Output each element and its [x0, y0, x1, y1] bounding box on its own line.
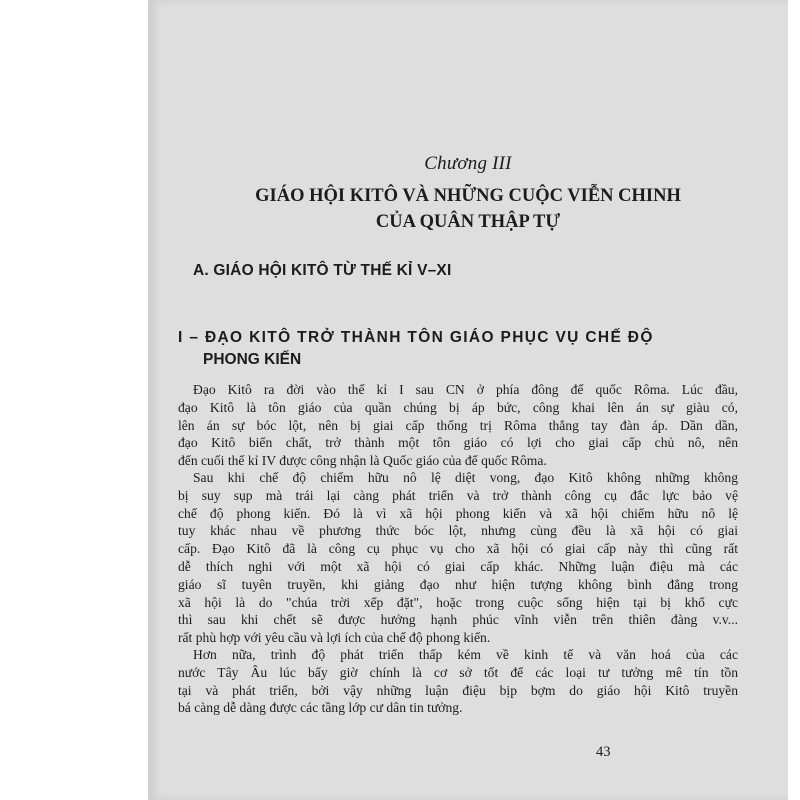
paragraph-line: thì sau khi chết sẽ được hưởng hạnh phúc vĩnh viễn trên thiên đàng v.v...: [178, 612, 738, 628]
paragraph-line: cấp. Đạo Kitô đã là công cụ phục vụ cho xã hội có giai cấp này thì cũng rất: [178, 541, 738, 557]
section-heading-a: A. GIÁO HỘI KITÔ TỪ THẾ KỈ V–XI: [193, 262, 452, 279]
paragraph-line: tuy khác nhau về phương thức bóc lột, nhưng cùng đều là xã hội có giai: [178, 523, 738, 539]
page-number: 43: [596, 744, 611, 760]
paragraph-line: bá càng dễ dàng được các tầng lớp cư dân tin tưởng.: [178, 700, 463, 716]
paragraph-line: lên án sự bóc lột, nên bị giai cấp thống trị Rôma thẳng tay đàn áp. Dần dần,: [178, 417, 738, 433]
paragraph-line: tại và phát triển, bởi vậy những luận điệu bịp bợm do giáo hội Kitô truyền: [178, 682, 738, 698]
section-heading-line: I – ĐẠO KITÔ TRỞ THÀNH TÔN GIÁO PHỤC VỤ CHẾ ĐỘ: [178, 329, 654, 346]
paragraph: [178, 469, 738, 647]
chapter-title-line: GIÁO HỘI KITÔ VÀ NHỮNG CUỘC VIỄN CHINH: [255, 186, 681, 206]
section-heading-i: [178, 327, 738, 371]
paragraph-line: Hơn nữa, trình độ phát triển thấp kém về kinh tế và văn hoá của các: [193, 647, 738, 662]
paragraph-line: giáo sĩ tuyên truyền, khi giảng đạo như hiện tượng không bình đẳng trong: [178, 576, 738, 592]
paragraph: [178, 381, 738, 470]
paragraph-line: Sau khi chế độ chiếm hữu nô lệ diệt vong, đạo Kitô không những không: [193, 470, 738, 485]
chapter-title-line: CỦA QUÂN THẬP TỰ: [375, 212, 561, 232]
paragraph-line: chế độ phong kiến. Đó là vì xã hội phong kiến và xã hội chiếm hữu nô lệ: [178, 505, 738, 521]
paragraph-line: nước Tây Âu lúc bấy giờ chính là cơ sở tốt để các loại tư tưởng mê tín tồn: [178, 664, 738, 680]
paragraph-line: bị suy sụp mà trái lại càng phát triển và trở thành công cụ đắc lực bảo vệ: [178, 487, 738, 503]
paragraph-line: đạo Kitô là tôn giáo của quần chúng bị áp bức, công khai lên án sự giàu có,: [178, 399, 738, 415]
paragraph-line: Đạo Kitô ra đời vào thế kỉ I sau CN ở phía đông đế quốc Rôma. Lúc đầu,: [193, 382, 738, 397]
paragraph: [178, 646, 738, 717]
section-heading-line: PHONG KIẾN: [203, 351, 302, 368]
paragraph-line: dễ thích nghi với một xã hội có giai cấp khác. Những luận điệu mà các: [178, 558, 738, 574]
paragraph-line: rất phù hợp với yêu cầu và lợi ích của chế độ phong kiến.: [178, 630, 491, 646]
chapter-title: [148, 183, 788, 235]
paragraph-line: đến cuối thế kỉ IV được công nhận là Quốc giáo của đế quốc Rôma.: [178, 453, 547, 469]
chapter-label: Chương III: [424, 153, 512, 174]
paragraph-line: đạo Kitô biến chất, trở thành một tôn giáo có lợi cho giai cấp chủ nô, nên: [178, 435, 738, 451]
paragraph-line: xã hội là do "chúa trời xếp đặt", hoặc trong cuộc sống hiện tại bị khổ cực: [178, 594, 738, 610]
